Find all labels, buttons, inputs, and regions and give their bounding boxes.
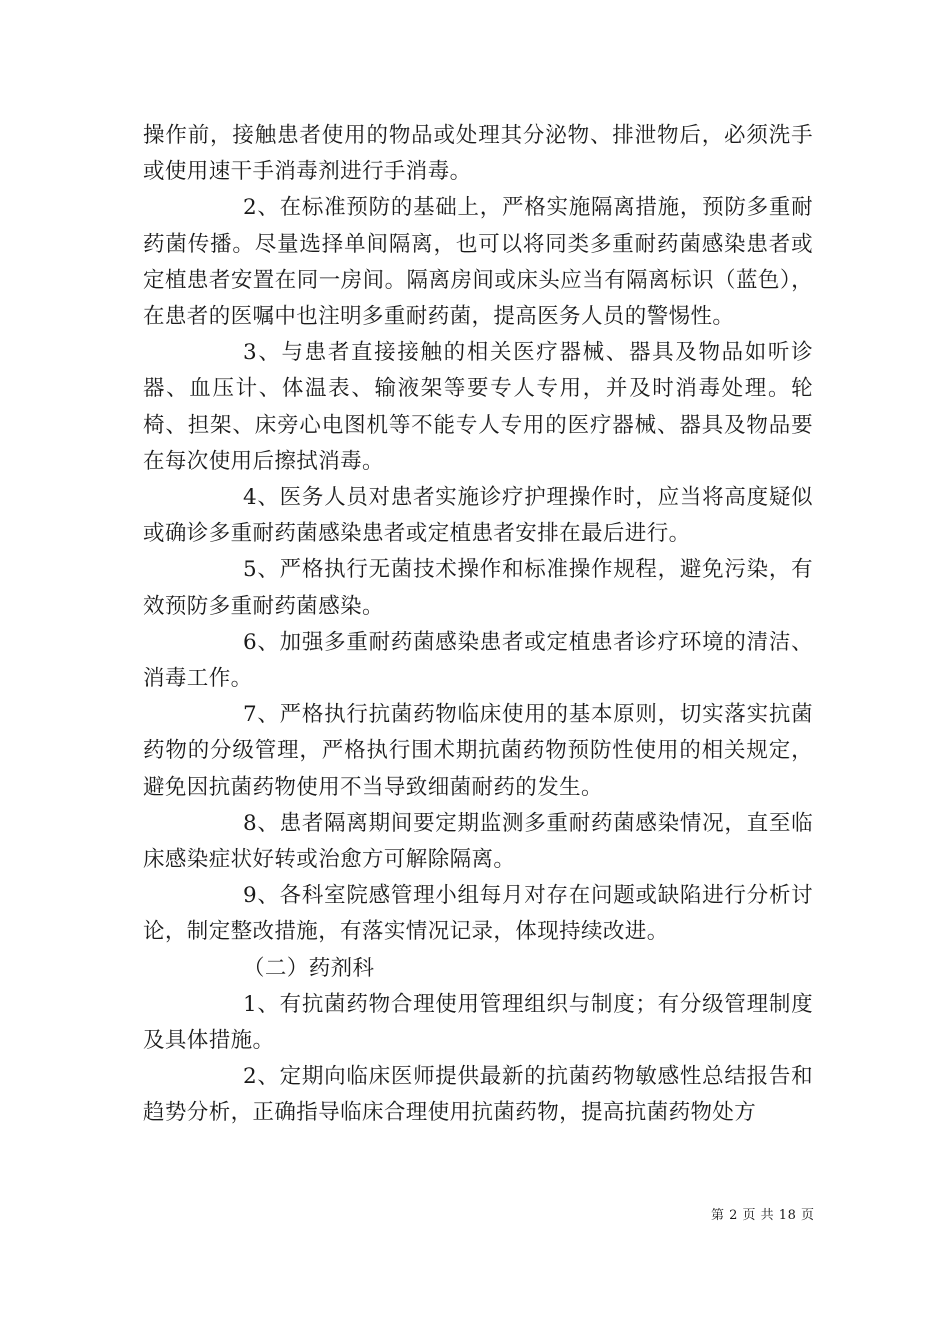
paragraph-item-5: 5、严格执行无菌技术操作和标准操作规程，避免污染，有效预防多重耐药菌感染。 (143, 557, 813, 619)
paragraph-item-4: 4、医务人员对患者实施诊疗护理操作时，应当将高度疑似或确诊多重耐药菌感染患者或定植患者安排在最后进行。 (143, 485, 813, 547)
page-number-footer: 第 2 页 共 18 页 (711, 1208, 815, 1223)
section-heading-pharmacy: （二）药剂科 (243, 955, 375, 981)
paragraph-item-7: 7、严格执行抗菌药物临床使用的基本原则，切实落实抗菌药物的分级管理，严格执行围术期抗菌药物预防性使用的相关规定，避免因抗菌药物使用不当导致细菌耐药的发生。 (143, 702, 813, 800)
paragraph-item-8: 8、患者隔离期间要定期监测多重耐药菌感染情况，直至临床感染症状好转或治愈方可解除隔离。 (143, 810, 813, 873)
paragraph-item-3: 3、与患者直接接触的相关医疗器械、器具及物品如听诊器、血压计、体温表、输液架等要专人专用，并及时消毒处理。轮椅、担架、床旁心电图机等不能专人专用的医疗器械、器具及物品要在每次使用后擦拭消毒。 (143, 340, 813, 474)
paragraph-continuation: 操作前，接触患者使用的物品或处理其分泌物、排泄物后，必须洗手或使用速干手消毒剂进行手消毒。 (143, 123, 813, 185)
paragraph-item-6: 6、加强多重耐药菌感染患者或定植患者诊疗环境的清洁、消毒工作。 (143, 629, 813, 692)
paragraph-item-2: 2、在标准预防的基础上，严格实施隔离措施，预防多重耐药菌传播。尽量选择单间隔离，也可以将同类多重耐药菌感染患者或定植患者安置在同一房间。隔离房间或床头应当有隔离标识（蓝色），在患者的医嘱中也注明多重耐药菌，提高医务人员的警惕性。 (143, 195, 813, 330)
paragraph-item-9: 9、各科室院感管理小组每月对存在问题或缺陷进行分析讨论，制定整改措施，有落实情况记录，体现持续改进。 (143, 883, 813, 945)
paragraph-pharmacy-item-2: 2、定期向临床医师提供最新的抗菌药物敏感性总结报告和趋势分析，正确指导临床合理使用抗菌药物，提高抗菌药物处方 (143, 1064, 813, 1126)
document-body (143, 118, 813, 1132)
paragraph-pharmacy-item-1: 1、有抗菌药物合理使用管理组织与制度；有分级管理制度及具体措施。 (143, 991, 813, 1054)
